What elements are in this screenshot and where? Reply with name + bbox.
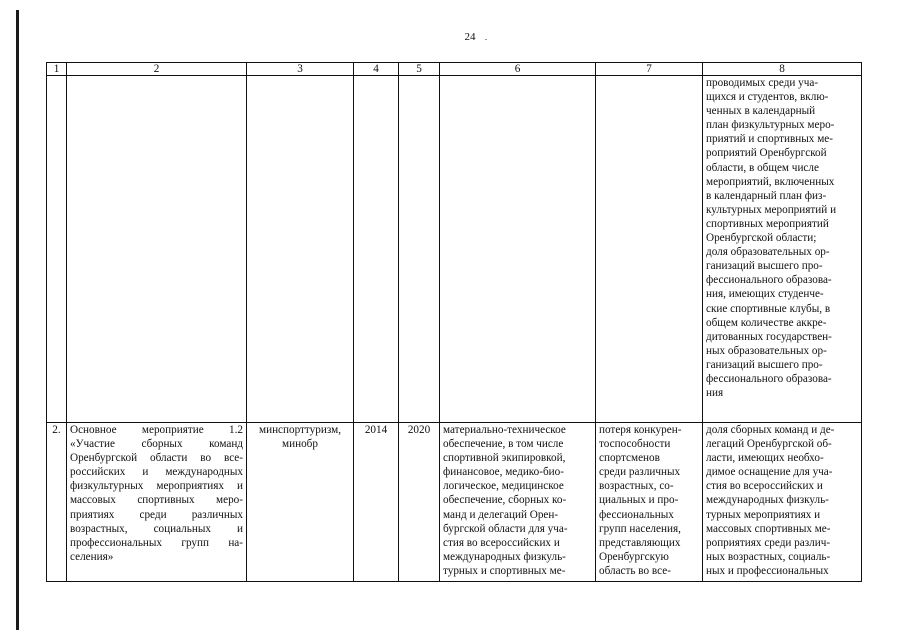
header-cell: 1 xyxy=(47,63,67,76)
table-cell xyxy=(440,76,596,423)
program-table xyxy=(46,62,862,582)
table-cell xyxy=(47,76,67,423)
table-cell xyxy=(596,76,703,423)
table-row xyxy=(47,423,862,582)
header-cell: 5 xyxy=(399,63,440,76)
consequence-cell: потеря конкурен- тоспособности спортсменов среди различных возрастных, со- циальных и про- фессиональных групп населения, представляющих Оренбургскую область во все- xyxy=(596,423,703,582)
table-cell xyxy=(399,76,440,423)
table-cell xyxy=(354,76,399,423)
header-cell: 2 xyxy=(67,63,247,76)
column-number-row xyxy=(47,63,862,76)
table-cell xyxy=(247,76,354,423)
header-cell: 6 xyxy=(440,63,596,76)
header-cell: 7 xyxy=(596,63,703,76)
header-cell: 3 xyxy=(247,63,354,76)
table-row xyxy=(47,76,862,423)
end-year-cell: 2020 xyxy=(399,423,440,582)
start-year-cell: 2014 xyxy=(354,423,399,582)
indicator-cell: проводимых среди уча- щихся и студентов, вклю- ченных в календарный план физкультурных меро- приятий и спортивных ме- роприятий Оренбургской области, в общем числе мероприятий, включенных в календарный план физ- культурных мероприятий и спортивных мероприятий Оренбургской области; доля образовательных ор- ганизаций высшего про- фессионального образова- ния, имеющих студенче- ские спортивные клубы, в общем количестве аккре- дитованных государствен- ных образовательных ор- ганизаций высшего про- фессионального образова- ния xyxy=(703,76,862,423)
table-cell xyxy=(67,76,247,423)
header-cell: 8 xyxy=(703,63,862,76)
scan-speck xyxy=(485,39,487,40)
header-cell: 4 xyxy=(354,63,399,76)
indicator-cell: доля сборных команд и де- легаций Оренбургской об- ласти, имеющих необхо- димое оснащение для уча- стия во всероссийских и международных физкуль- турных мероприятиях и массовых спортивных ме- роприятиях среди различ- ных возрастных, социаль- ных и профессиональных xyxy=(703,423,862,582)
result-cell: материально-техническое обеспечение, в том числе спортивной экипировкой, финансовое, медико-био- логическое, медицинское обеспечение, сборных ко- манд и делегаций Орен- бургской области для уча- стия во всероссийских и международных физкуль- турных и спортивных ме- xyxy=(440,423,596,582)
row-number-cell: 2. xyxy=(47,423,67,582)
measure-name-cell: Основное мероприятие 1.2 «Участие сборных команд Оренбургской области во все-российских и международных физкультурных мероприятиях и массовых спортивных меро-приятиях среди различных возрастных, социальных и профессиональных групп на-селения» xyxy=(67,423,247,582)
executor-cell: минспорттуризм, минобр xyxy=(247,423,354,582)
page-number: 24 xyxy=(464,31,476,43)
scan-edge-bar xyxy=(16,10,19,630)
